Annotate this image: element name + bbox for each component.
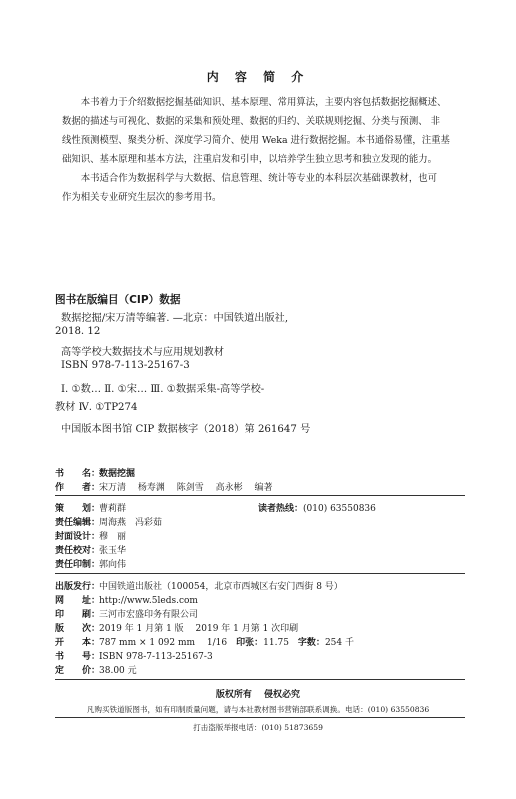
format-row — [55, 635, 354, 648]
cover-value: 穆 丽 — [99, 532, 127, 542]
publisher-row — [55, 579, 343, 592]
hotline-label: 读者热线： — [258, 504, 304, 514]
publisher-value: 中国铁道出版社（100054，北京市西城区右安门西街 8 号） — [99, 582, 343, 592]
book-title-value: 数据挖掘 — [99, 469, 136, 479]
words-value: 254 千 — [324, 638, 354, 648]
cip-line: 数据挖掘/宋万清等编著. —北京：中国铁道出版社, — [61, 313, 289, 324]
intro-para-1-line-3: 线性预测模型、聚类分析、深度学习简介、使用 Weka 进行数据挖掘。本书通俗易懂，注重基 — [62, 135, 450, 146]
intro-para-1-line-2: 数据的描述与可视化、数据的采集和预处理、数据的归约、关联规则挖掘、分类与预测、 非 — [62, 116, 440, 127]
book-author-label: 作 者： — [55, 483, 101, 493]
isbn-value: ISBN 978-7-113-25167-3 — [99, 652, 213, 662]
separator-line — [55, 495, 465, 496]
intro-para-2-line-1: 本书适合作为数据科学与大数据、信息管理、统计等专业的本科层次基础课教材，也可 — [80, 173, 438, 184]
print-value: 郭向伟 — [99, 560, 127, 570]
isbn-row — [55, 649, 213, 662]
sheets-label: 印张： — [236, 638, 264, 648]
separator-line — [55, 717, 465, 718]
website-row — [55, 593, 198, 606]
cip-line: Ⅰ. ①数… Ⅱ. ①宋… Ⅲ. ①数据采集-高等学校- — [61, 384, 265, 395]
proof-row — [55, 543, 126, 556]
cip-title: 图书在版编目（CIP）数据 — [55, 294, 181, 306]
format-label: 开 本： — [55, 638, 101, 648]
book-title-row — [55, 466, 135, 479]
isbn-label: 书 号： — [55, 652, 101, 662]
cover-row — [55, 529, 126, 542]
proof-value: 张玉华 — [99, 546, 127, 556]
anti-piracy-hotline: 打击盗版举报电话：(010) 51873659 — [193, 723, 323, 732]
intro-title: 内 容 简 介 — [206, 70, 310, 84]
planner-row — [55, 501, 126, 514]
sheets-value: 11.75 — [263, 638, 298, 648]
copyright-notice: 版权所有 侵权必究 — [215, 690, 301, 700]
print-row — [55, 557, 126, 570]
cip-line: 2018. 12 — [55, 326, 101, 337]
quality-notice: 凡购买铁道版图书，如有印制质量问题，请与本社教材图书营销部联系调换。电话：(010) 63550836 — [86, 705, 430, 714]
editor-value: 周海燕 冯彩茹 — [99, 518, 163, 528]
separator-line — [55, 679, 465, 680]
book-title-label: 书 名： — [55, 469, 101, 479]
planner-label: 策 划： — [55, 504, 101, 514]
price-row — [55, 663, 137, 676]
cover-label: 封面设计： — [55, 532, 101, 542]
editor-row — [55, 515, 162, 528]
printer-row — [55, 607, 198, 620]
edition-row — [55, 621, 298, 634]
intro-text — [62, 93, 472, 207]
format-value: 787 mm × 1 092 mm 1/16 — [99, 638, 237, 648]
book-author-value: 宋万清 杨寿渊 陈剑雪 高永彬 编著 — [99, 483, 273, 493]
website-label: 网 址： — [55, 596, 101, 606]
intro-para-2-line-2: 作为相关专业研究生层次的参考用书。 — [62, 192, 222, 203]
print-label: 责任印制： — [55, 560, 101, 570]
cip-number: 中国版本图书馆 CIP 数据核字（2018）第 261647 号 — [61, 424, 311, 435]
separator-line — [55, 573, 465, 574]
cip-line: 教材 Ⅳ. ①TP274 — [55, 402, 138, 413]
words-label: 字数： — [297, 638, 325, 648]
proof-label: 责任校对： — [55, 546, 101, 556]
hotline-row — [258, 501, 376, 514]
price-label: 定 价： — [55, 666, 101, 676]
edition-value: 2019 年 1 月第 1 版 2019 年 1 月第 1 次印刷 — [99, 624, 299, 634]
intro-para-1-line-4: 础知识、基本原理和基本方法，注重启发和引申，以培养学生独立思考和独立发现的能力。 — [62, 154, 438, 165]
printer-value: 三河市宏盛印务有限公司 — [99, 610, 199, 620]
editor-label: 责任编辑： — [55, 518, 101, 528]
edition-label: 版 次： — [55, 624, 101, 634]
cip-line: ISBN 978-7-113-25167-3 — [61, 360, 190, 371]
intro-para-1-line-1: 本书着力于介绍数据挖掘基础知识、基本原理、常用算法，主要内容包括数据挖掘概述、 — [80, 97, 447, 108]
hotline-value: (010) 63550836 — [303, 504, 376, 514]
cip-line: 高等学校大数据技术与应用规划教材 — [61, 347, 224, 358]
price-value: 38.00 元 — [99, 666, 137, 676]
website-value: http://www.5leds.com — [99, 596, 198, 606]
book-author-row — [55, 480, 272, 493]
publisher-label: 出版发行： — [55, 582, 101, 592]
printer-label: 印 刷： — [55, 610, 101, 620]
planner-value: 曹莉群 — [99, 504, 127, 514]
